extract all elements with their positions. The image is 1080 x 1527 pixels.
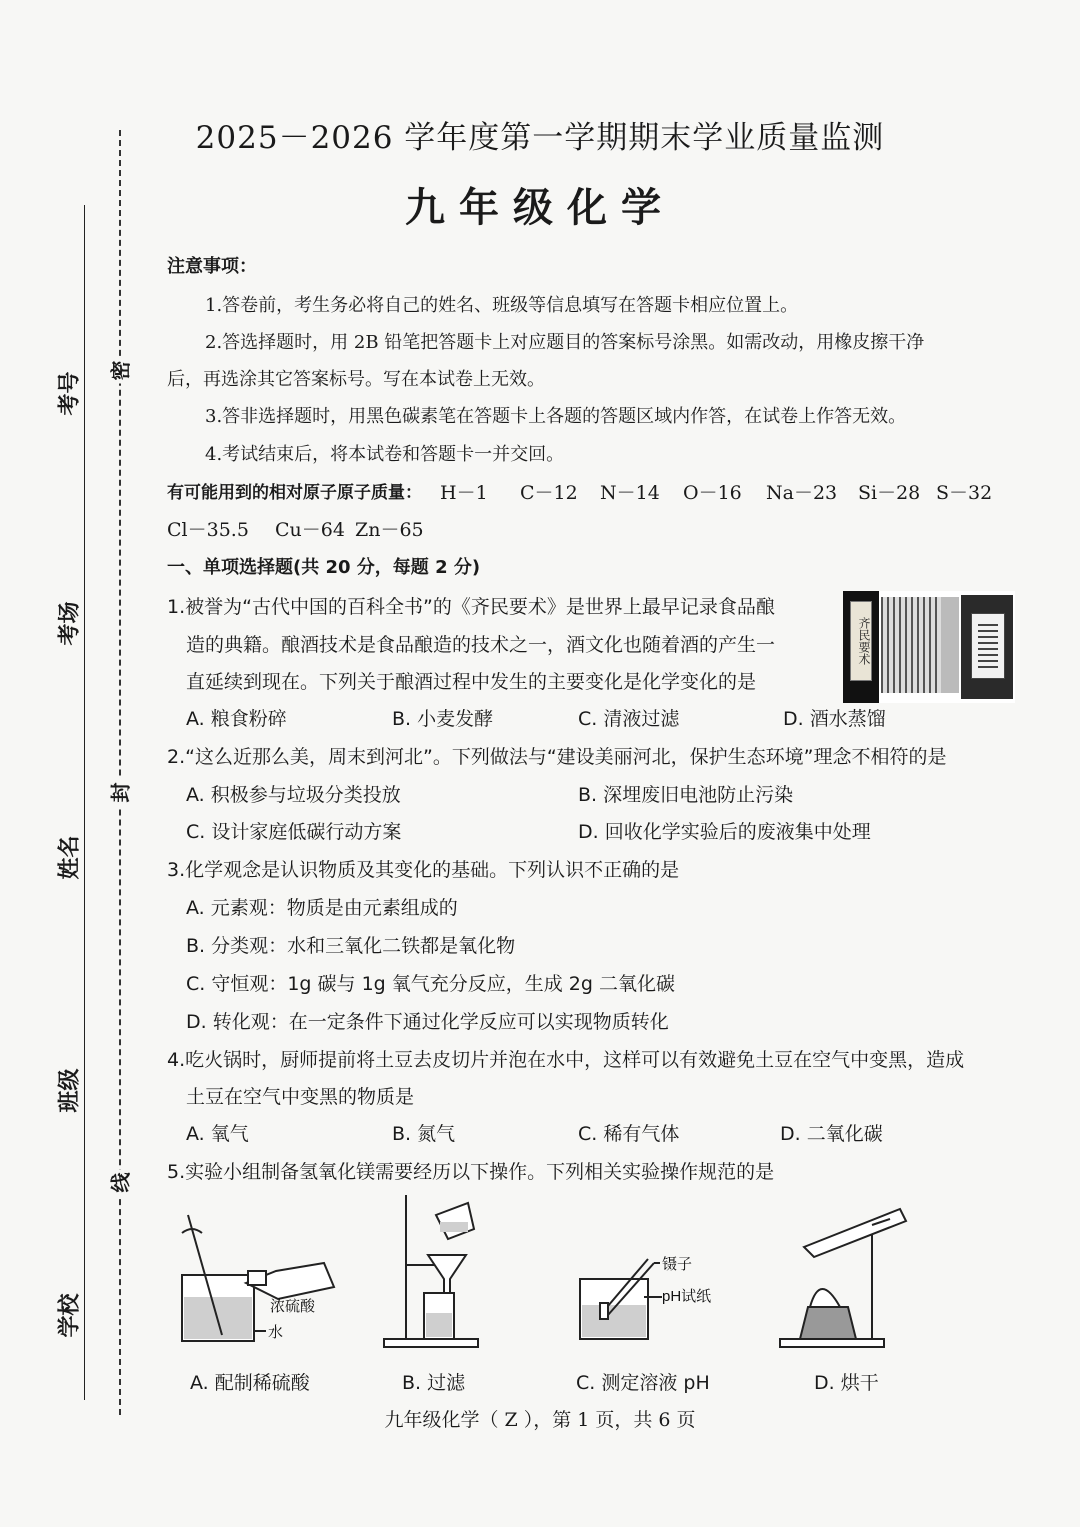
atomic-mass: N－14 xyxy=(600,482,660,504)
book-page-text xyxy=(881,597,941,693)
question-1-option[interactable]: B. 小麦发酵 xyxy=(392,708,494,730)
book-cover-dark xyxy=(961,595,1013,699)
question-5-text: 5.实验小组制备氢氧化镁需要经历以下操作。下列相关实验操作规范的是 xyxy=(167,1161,775,1183)
note-item: 4.考试结束后，将本试卷和答题卡一并交回。 xyxy=(205,444,565,465)
note-item: 2.答选择题时，用 2B 铅笔把答题卡上对应题目的答案标号涂黑。如需改动，用橡皮擦干净 xyxy=(205,332,925,353)
note-item: 1.答卷前，考生务必将自己的姓名、班级等信息填写在答题卡相应位置上。 xyxy=(205,295,799,316)
book-cover-label xyxy=(971,613,1005,679)
book-cover-spine xyxy=(843,591,879,703)
question-3-option[interactable]: A. 元素观：物质是由元素组成的 xyxy=(186,897,458,919)
atomic-mass: Si－28 xyxy=(858,482,921,504)
atomic-mass: Cl－35.5 xyxy=(167,519,249,541)
atomic-mass: S－32 xyxy=(936,482,993,504)
field-label-name: 姓名 xyxy=(53,828,84,888)
page-footer: 九年级化学（ Z ），第 1 页，共 6 页 xyxy=(384,1409,696,1431)
question-3-option[interactable]: C. 守恒观：1g 碳与 1g 氧气充分反应，生成 2g 二氧化碳 xyxy=(186,973,675,995)
question-1-text: 造的典籍。酿酒技术是食品酿造的技术之一，酒文化也随着酒的产生一 xyxy=(186,634,776,656)
question-4-option[interactable]: A. 氧气 xyxy=(186,1123,249,1145)
atomic-mass: C－12 xyxy=(520,482,578,504)
section-heading: 一、单项选择题(共 20 分，每题 2 分) xyxy=(167,557,481,578)
book-title-label: 齐民要术 xyxy=(850,601,872,681)
question-2-text: 2.“这么近那么美，周末到河北”。下列做法与“建设美丽河北，保护生态环境”理念不相符的是 xyxy=(167,746,947,768)
subject-title: 九年级化学 xyxy=(405,184,675,231)
question-5-option[interactable]: D. 烘干 xyxy=(814,1372,879,1394)
question-4-option[interactable]: B. 氮气 xyxy=(392,1123,456,1145)
question-1-option[interactable]: C. 清液过滤 xyxy=(578,708,680,730)
label-ph-paper: pH试纸 xyxy=(662,1288,712,1305)
exam-title: 2025－2026 学年度第一学期期末学业质量监测 xyxy=(195,120,885,156)
question-1-text: 1.被誉为“古代中国的百科全书”的《齐民要术》是世界上最早记录食品酿 xyxy=(167,596,775,618)
label-acid: 浓硫酸 xyxy=(270,1298,316,1315)
question-3-text: 3.化学观念是认识物质及其变化的基础。下列认识不正确的是 xyxy=(167,859,680,881)
question-4-text: 土豆在空气中变黑的物质是 xyxy=(186,1086,415,1108)
field-label-exam-number: 考号 xyxy=(53,364,84,424)
figure-c-ph-test xyxy=(580,1259,662,1339)
binding-line xyxy=(84,205,85,1400)
question-1-option[interactable]: A. 粮食粉碎 xyxy=(186,708,287,730)
atomic-mass: Na－23 xyxy=(766,482,838,504)
question-2-option[interactable]: D. 回收化学实验后的废液集中处理 xyxy=(578,821,871,843)
alcohol-lamp xyxy=(800,1307,856,1339)
question-1-text: 直延续到现在。下列关于酿酒过程中发生的主要变化是化学变化的是 xyxy=(186,671,757,693)
figure-a-dilution xyxy=(182,1215,334,1341)
atomic-mass: H－1 xyxy=(440,482,488,504)
qimin-yaoshu-photo xyxy=(843,591,1015,703)
question-4-option[interactable]: C. 稀有气体 xyxy=(578,1123,680,1145)
beaker-b-liquid xyxy=(426,1313,452,1337)
question-5-option[interactable]: A. 配制稀硫酸 xyxy=(190,1372,310,1394)
figure-d-drying xyxy=(780,1209,906,1347)
bottle-label xyxy=(248,1271,266,1285)
question-4-option[interactable]: D. 二氧化碳 xyxy=(780,1123,883,1145)
beaker-c-liquid xyxy=(582,1305,646,1337)
question-2-option[interactable]: B. 深埋废旧电池防止污染 xyxy=(578,784,794,806)
atomic-mass: Zn－65 xyxy=(355,519,424,541)
question-2-option[interactable]: C. 设计家庭低碳行动方案 xyxy=(186,821,402,843)
seal-mark-xian: 线 xyxy=(105,1170,134,1196)
pouring-liquid xyxy=(440,1222,468,1232)
atomic-mass: O－16 xyxy=(683,482,742,504)
seal-dashed-line xyxy=(119,130,121,1415)
label-water: 水 xyxy=(268,1324,284,1341)
question-5-option[interactable]: C. 测定溶液 pH xyxy=(576,1372,710,1394)
lab-figures xyxy=(170,1195,1030,1365)
field-label-exam-room: 考场 xyxy=(53,594,84,654)
question-4-text: 4.吃火锅时，厨师提前将土豆去皮切片并泡在水中，这样可以有效避免土豆在空气中变黑，造成 xyxy=(167,1049,965,1071)
notes-heading: 注意事项： xyxy=(167,256,257,277)
test-tube xyxy=(804,1209,906,1257)
stand-base-d xyxy=(780,1339,884,1347)
note-item: 3.答非选择题时，用黑色碳素笔在答题卡上各题的答题区域内作答，在试卷上作答无效。 xyxy=(205,406,907,427)
book-page-edge xyxy=(941,597,959,693)
flame xyxy=(810,1289,840,1307)
field-label-school: 学校 xyxy=(53,1286,84,1346)
question-2-option[interactable]: A. 积极参与垃圾分类投放 xyxy=(186,784,401,806)
question-3-option[interactable]: B. 分类观：水和三氧化二铁都是氧化物 xyxy=(186,935,516,957)
question-1-option[interactable]: D. 酒水蒸馏 xyxy=(783,708,886,730)
question-3-option[interactable]: D. 转化观：在一定条件下通过化学反应可以实现物质转化 xyxy=(186,1011,669,1033)
figure-b-filtration xyxy=(384,1195,478,1347)
field-label-class: 班级 xyxy=(53,1061,84,1121)
question-5-option[interactable]: B. 过滤 xyxy=(402,1372,466,1394)
seal-mark-mi: 密 xyxy=(105,358,134,384)
label-tweezers: 镊子 xyxy=(662,1256,693,1273)
note-item-continued: 后，再选涂其它答案标号。写在本试卷上无效。 xyxy=(167,369,545,390)
iron-stand-base xyxy=(384,1339,478,1347)
atomic-mass: Cu－64 xyxy=(275,519,345,541)
seal-mark-feng: 封 xyxy=(105,780,134,806)
ph-paper xyxy=(600,1303,608,1319)
book-cover-lines xyxy=(978,622,998,668)
atomic-mass-label: 有可能用到的相对原子原子质量： xyxy=(167,483,422,503)
pouring-beaker xyxy=(436,1203,474,1239)
